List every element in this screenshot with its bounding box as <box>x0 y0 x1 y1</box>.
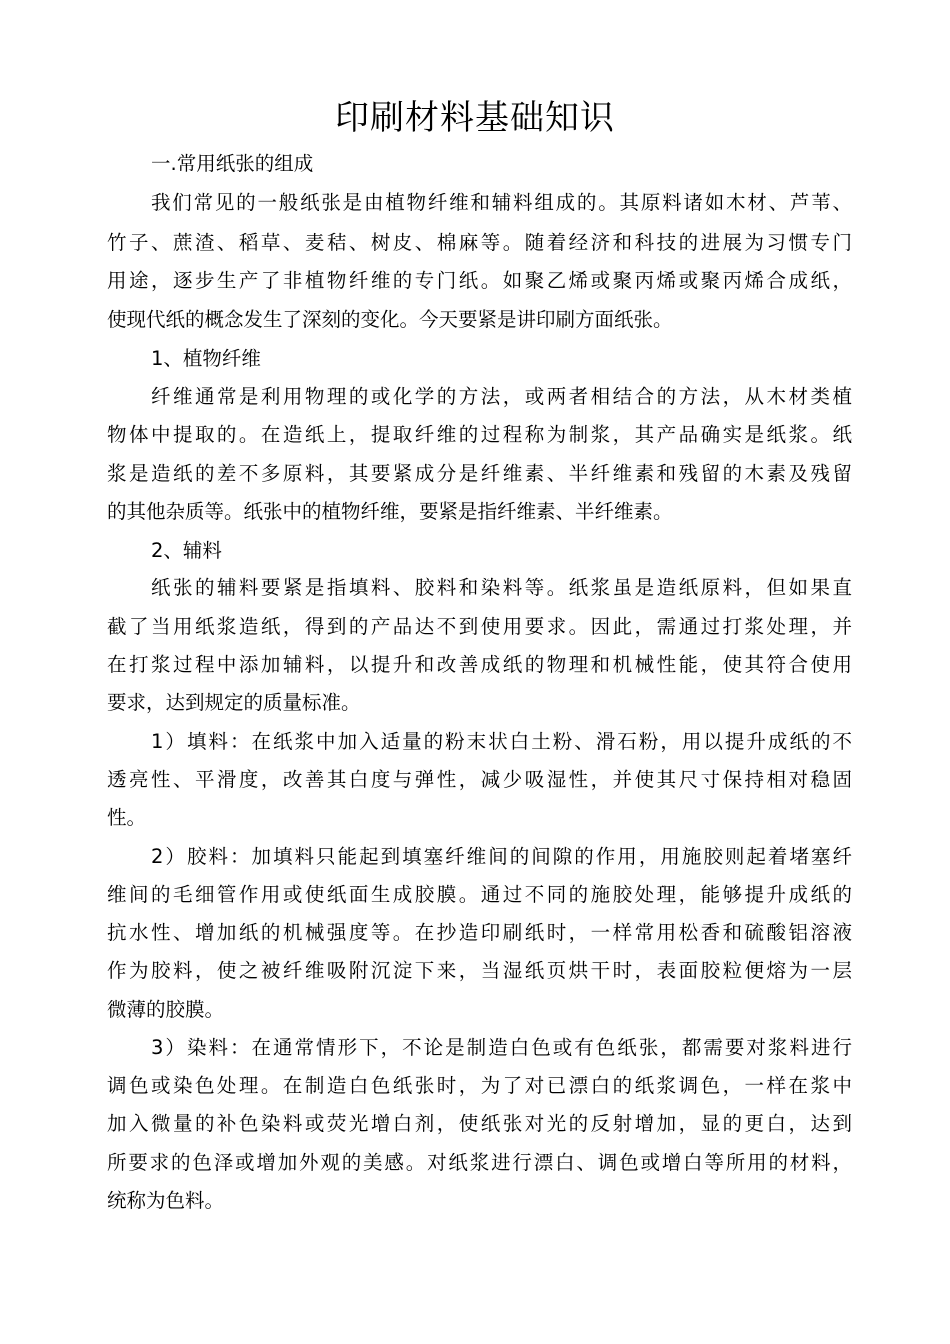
paragraph-line: 所要求的色泽或增加外观的美感。对纸浆进行漂白、调色或增白等所用的材料， <box>107 1151 852 1174</box>
paragraph-line: 加入微量的补色染料或荧光增白剂，使纸张对光的反射增加，显的更白，达到 <box>107 1112 852 1135</box>
paragraph-line: 抗水性、增加纸的机械强度等。在抄造印刷纸时，一样常用松香和硫酸铝溶液 <box>107 921 852 944</box>
subsection-heading: 2、辅料 <box>151 539 222 562</box>
paragraph-line: 统称为色料。 <box>107 1189 225 1212</box>
paragraph-line: 物体中提取的。在造纸上，提取纤维的过程称为制浆，其产品确实是纸浆。纸 <box>107 423 852 446</box>
paragraph-line: 性。 <box>107 806 147 829</box>
paragraph-line: 在打浆过程中添加辅料，以提升和改善成纸的物理和机械性能，使其符合使用 <box>107 653 852 676</box>
paragraph-line: 调色或染色处理。在制造白色纸张时，为了对已漂白的纸浆调色，一样在浆中 <box>107 1074 852 1097</box>
paragraph-line: 的其他杂质等。纸张中的植物纤维，要紧是指纤维素、半纤维素。 <box>107 500 673 523</box>
paragraph-line: 微薄的胶膜。 <box>107 998 225 1021</box>
section-heading: 一.常用纸张的组成 <box>151 152 314 175</box>
paragraph-line: 用途，逐步生产了非植物纤维的专门纸。如聚乙烯或聚丙烯或聚丙烯合成纸， <box>107 269 852 292</box>
paragraph-line: 透亮性、平滑度，改善其白度与弹性，减少吸湿性，并使其尺寸保持相对稳固 <box>107 768 852 791</box>
paragraph-line: 作为胶料，使之被纤维吸附沉淀下来，当湿纸页烘干时，表面胶粒便熔为一层 <box>107 959 852 982</box>
paragraph-line: 纤维通常是利用物理的或化学的方法，或两者相结合的方法，从木材类植 <box>151 385 852 408</box>
paragraph-line: 竹子、蔗渣、稻草、麦秸、树皮、棉麻等。随着经济和科技的进展为习惯专门 <box>107 231 852 254</box>
document-title: 印刷材料基础知识 <box>335 98 615 138</box>
paragraph-line: 维间的毛细管作用或使纸面生成胶膜。通过不同的施胶处理，能够提升成纸的 <box>107 883 852 906</box>
paragraph-line: 我们常见的一般纸张是由植物纤维和辅料组成的。其原料诸如木材、芦苇、 <box>151 191 852 214</box>
paragraph-line: 截了当用纸浆造纸，得到的产品达不到使用要求。因此，需通过打浆处理，并 <box>107 615 852 638</box>
paragraph-line: 2）胶料：加填料只能起到填塞纤维间的间隙的作用，用施胶则起着堵塞纤 <box>151 845 852 868</box>
paragraph-line: 浆是造纸的差不多原料，其要紧成分是纤维素、半纤维素和残留的木素及残留 <box>107 462 852 485</box>
subsection-heading: 1、植物纤维 <box>151 347 261 370</box>
paragraph-line: 纸张的辅料要紧是指填料、胶料和染料等。纸浆虽是造纸原料，但如果直 <box>151 576 852 599</box>
paragraph-line: 要求，达到规定的质量标准。 <box>107 691 361 714</box>
paragraph-line: 使现代纸的概念发生了深刻的变化。今天要紧是讲印刷方面纸张。 <box>107 308 673 331</box>
paragraph-line: 3）染料：在通常情形下，不论是制造白色或有色纸张，都需要对浆料进行 <box>151 1036 852 1059</box>
paragraph-line: 1）填料：在纸浆中加入适量的粉末状白土粉、滑石粉，用以提升成纸的不 <box>151 730 852 753</box>
